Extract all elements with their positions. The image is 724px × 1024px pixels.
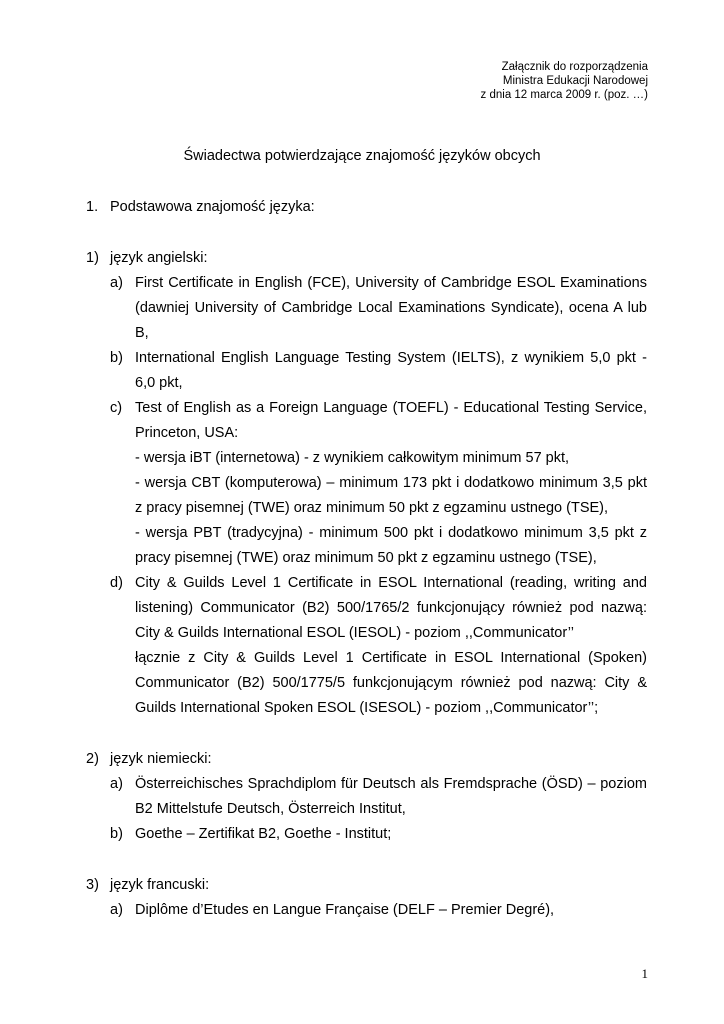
list-letter: a) <box>110 902 123 918</box>
list-text: B, <box>135 325 149 341</box>
list-text: International English Language Testing System (IELTS), z wynikiem 5,0 pkt - <box>135 350 647 366</box>
list-text: B2 Mittelstufe Deutsch, Österreich Institut, <box>135 801 406 817</box>
item-label: język francuski: <box>110 877 210 893</box>
list-letter: a) <box>110 776 123 792</box>
list-text: City & Guilds International ESOL (IESOL) - poziom ,,Communicator’’ <box>135 625 574 641</box>
list-text: 6,0 pkt, <box>135 375 183 391</box>
item-label: język angielski: <box>110 250 208 266</box>
list-text: pracy pisemnej (TWE) oraz minimum 50 pkt z egzaminu ustnego (TSE), <box>135 550 597 566</box>
header-line-1: Załącznik do rozporządzenia <box>501 61 648 73</box>
item-label: język niemiecki: <box>110 751 212 767</box>
list-text: listening) Communicator (B2) 500/1765/2 funkcjonujący również pod nazwą: <box>135 600 647 616</box>
item-number: 3) <box>86 877 99 893</box>
list-letter: b) <box>110 826 123 842</box>
list-text: Guilds International Spoken ESOL (ISESOL) - poziom ,,Communicator’’; <box>135 700 599 716</box>
document-header <box>481 60 648 102</box>
list-text: z pracy pisemnej (TWE) oraz minimum 50 pkt z egzaminu ustnego (TSE), <box>135 500 609 516</box>
list-text: Test of English as a Foreign Language (TOEFL) - Educational Testing Service, <box>135 400 647 416</box>
list-text: Goethe – Zertifikat B2, Goethe - Institut; <box>135 826 392 842</box>
document-title: Świadectwa potwierdzające znajomość języków obcych <box>183 148 541 164</box>
list-text: Princeton, USA: <box>135 425 239 441</box>
item-number: 2) <box>86 751 99 767</box>
list-text: Communicator (B2) 500/1775/5 funkcjonującym również pod nazwą: City & <box>135 675 647 691</box>
page-number: 1 <box>641 966 648 981</box>
header-line-3: z dnia 12 marca 2009 r. (poz. …) <box>480 89 648 101</box>
list-letter: d) <box>110 575 123 591</box>
list-letter: a) <box>110 275 123 291</box>
list-letter: c) <box>110 400 123 416</box>
list-letter: b) <box>110 350 123 366</box>
item-number: 1) <box>86 250 99 266</box>
section-label: Podstawowa znajomość języka: <box>110 199 315 215</box>
list-text: City & Guilds Level 1 Certificate in ESOL International (reading, writing and <box>135 575 647 591</box>
list-text: (dawniej University of Cambridge Local Examinations Syndicate), ocena A lub <box>135 300 647 316</box>
list-text: First Certificate in English (FCE), University of Cambridge ESOL Examinations <box>135 275 647 291</box>
list-text: - wersja PBT (tradycyjna) - minimum 500 pkt i dodatkowo minimum 3,5 pkt z <box>135 525 647 541</box>
list-text: łącznie z City & Guilds Level 1 Certificate in ESOL International (Spoken) <box>135 650 647 666</box>
section-number: 1. <box>86 199 99 215</box>
list-text: Diplôme d’Etudes en Langue Française (DELF – Premier Degré), <box>135 902 555 918</box>
list-text: - wersja CBT (komputerowa) – minimum 173 pkt i dodatkowo minimum 3,5 pkt <box>135 475 647 491</box>
list-text: - wersja iBT (internetowa) - z wynikiem całkowitym minimum 57 pkt, <box>135 450 570 466</box>
header-line-2: Ministra Edukacji Narodowej <box>502 75 648 87</box>
list-text: Österreichisches Sprachdiplom für Deutsch als Fremdsprache (ÖSD) – poziom <box>135 776 647 792</box>
